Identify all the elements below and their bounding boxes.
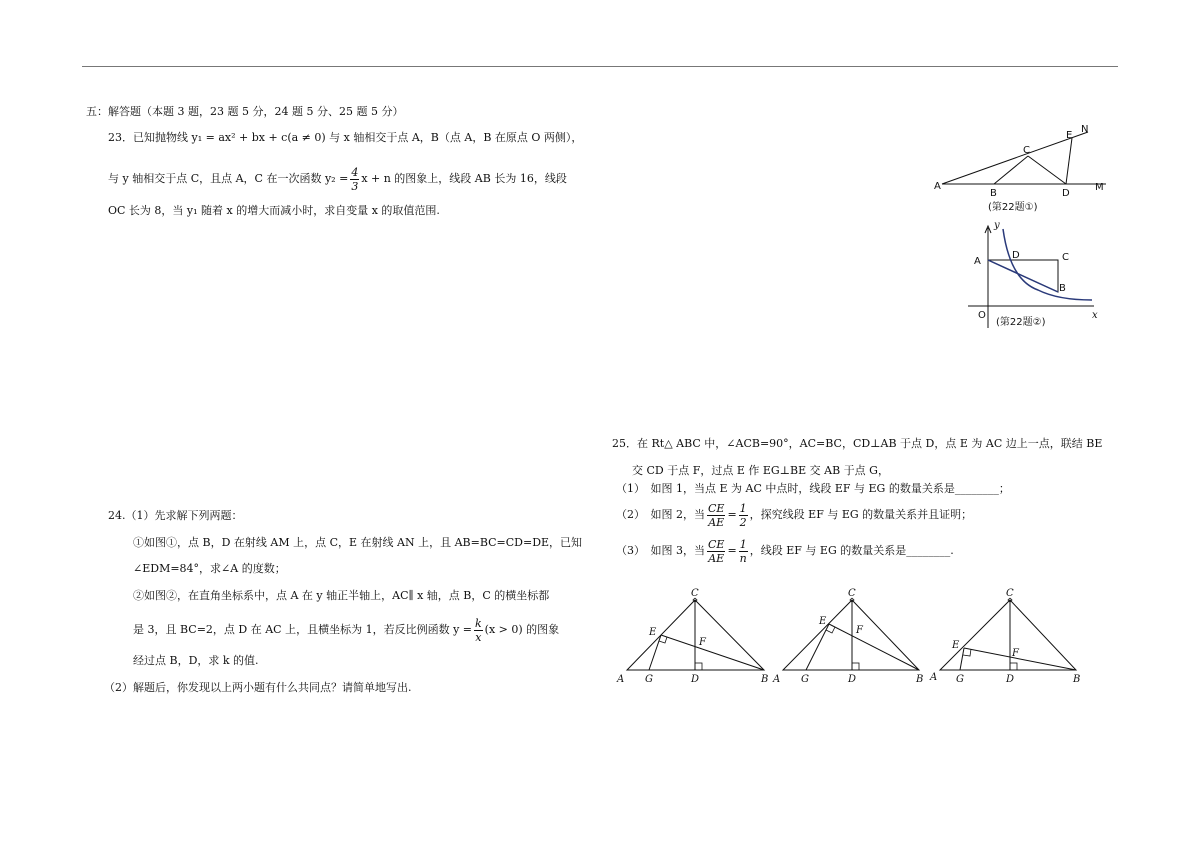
tri1-label-B: B [761,674,769,685]
q24-line7: （2）解题后，你发现以上两小题有什么共同点？请简单地写出. [104,681,412,694]
q24-line3: ∠EDM=84°，求∠A 的度数； [133,562,286,575]
tri3-label-D: D [1006,674,1015,685]
q23-line2-a: 与 y 轴相交于点 C，且点 A，C 在一次函数 y₂ = [108,172,349,185]
fig1-label-D: D [1062,188,1070,199]
triangle-figure-1 [615,586,775,688]
q25-part3-b: ，线段 EF 与 EG 的数量关系是________. [749,544,954,557]
q25-part3-fraction [707,538,725,565]
q25-part2-b: ，探究线段 EF 与 EG 的数量关系并且证明； [749,508,973,521]
fig2-label-O: O [978,310,986,321]
triangle-figure-2 [771,586,931,688]
tri3-label-C: C [1006,588,1014,599]
figure-22-2 [966,220,1106,332]
tri2-label-A: A [773,674,781,685]
q24-frac-num: k [475,616,482,630]
q24-line5-a: 是 3，且 BC=2，点 D 在 AC 上，且横坐标为 1，若反比例函数 y = [133,623,472,636]
q23-line1: 23．已知抛物线 y₁ = ax² + bx + c(a ≠ 0) 与 x 轴相交于点 A，B（点 A，B 在原点 O 两侧）， [108,131,583,144]
fig2-label-x: x [1092,310,1098,321]
q25-p3-frac-den: AE [708,551,725,565]
tri2-label-B: B [916,674,924,685]
q25-p3-val-den: n [739,551,747,565]
q25-part3 [616,537,954,565]
q25-line2: 交 CD 于点 F，过点 E 作 EG⊥BE 交 AB 于点 G， [632,464,889,477]
q24-line5-b: (x > 0) 的图象 [484,623,560,636]
q25-part2-value [739,502,748,529]
q25-line1: 25．在 Rt△ ABC 中，∠ACB=90°，AC=BC，CD⊥AB 于点 D，点 E 为 AC 边上一点，联结 BE [612,437,1103,450]
fig2-label-y: y [994,220,1000,231]
q25-p3-frac-num: CE [708,537,725,551]
q25-p2-val-num: 1 [739,501,747,515]
q25-part2-eq: = [727,508,737,521]
q24-line6: 经过点 B，D，求 k 的值. [133,654,259,667]
fig2-label-D: D [1012,250,1020,261]
tri2-label-C: C [848,588,856,599]
q25-part2-fraction [707,502,725,529]
tri3-label-E: E [952,640,960,651]
tri3-label-A: A [930,672,938,683]
section-title: 五：解答题（本题 3 题，23 题 5 分，24 题 5 分、25 题 5 分） [86,105,404,118]
fig1-label-E: E [1066,130,1073,141]
q25-p2-frac-num: CE [708,501,725,515]
q24-line1: 24.（1）先求解下列两题： [108,509,243,522]
triangle-figure-3 [928,586,1088,688]
q23-frac-num: 4 [351,165,359,179]
q23-line2 [108,165,567,193]
q25-part3-a: （3） 如图 3，当 [616,544,705,557]
q24-line4: ②如图②，在直角坐标系中，点 A 在 y 轴正半轴上，AC∥ x 轴，点 B，C 的横坐标都 [133,589,550,602]
tri3-label-G: G [956,674,964,685]
q23-frac-den: 3 [351,179,359,193]
q25-part1: （1） 如图 1，当点 E 为 AC 中点时，线段 EF 与 EG 的数量关系是________； [616,482,1010,495]
q23-line2-b: x + n 的图象上，线段 AB 长为 16，线段 [361,172,567,185]
tri3-label-B: B [1073,674,1081,685]
q24-line5 [133,616,559,644]
q25-part2 [616,501,972,529]
q24-frac-den: x [475,630,482,644]
tri1-label-G: G [645,674,653,685]
header-rule [82,66,1118,67]
q23-fraction [350,166,359,193]
q25-p2-val-den: 2 [739,515,747,529]
tri2-label-G: G [801,674,809,685]
fig2-label-A: A [974,256,981,267]
tri1-label-D: D [691,674,700,685]
tri1-label-C: C [691,588,699,599]
figure-22-1 [930,122,1120,214]
fig1-label-B: B [990,188,997,199]
tri2-label-D: D [848,674,857,685]
fig2-label-B: B [1059,283,1066,294]
fig1-caption: (第22题①) [988,202,1038,213]
tri1-label-A: A [617,674,625,685]
fig2-label-C: C [1062,252,1069,263]
tri3-label-F: F [1012,648,1019,659]
q24-fraction [474,617,483,644]
tri2-label-E: E [819,616,827,627]
fig1-label-C: C [1023,145,1030,156]
q23-line3: OC 长为 8，当 y₁ 随着 x 的增大而减小时，求自变量 x 的取值范围. [108,204,440,217]
q25-part2-a: （2） 如图 2，当 [616,508,705,521]
q25-p3-val-num: 1 [739,537,747,551]
q25-part3-eq: = [727,544,737,557]
q25-p2-frac-den: AE [708,515,725,529]
q24-line2: ①如图①，点 B，D 在射线 AM 上，点 C，E 在射线 AN 上，且 AB=BC=CD=DE，已知 [133,536,583,549]
tri2-label-F: F [856,625,863,636]
q25-part3-value [739,538,748,565]
fig2-caption: (第22题②) [996,317,1046,328]
fig1-label-A: A [934,181,941,192]
tri1-label-E: E [649,627,657,638]
tri1-label-F: F [699,637,706,648]
fig1-label-M: M [1095,182,1104,193]
fig1-label-N: N [1081,124,1089,135]
